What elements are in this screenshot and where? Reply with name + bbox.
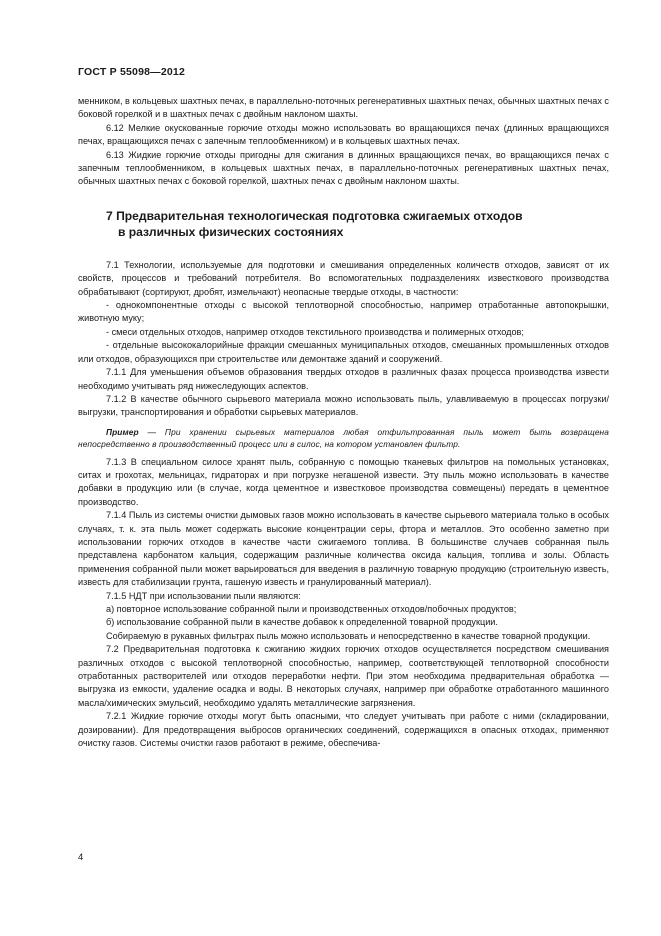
paragraph: 6.13 Жидкие горючие отходы пригодны для сжигания в длинных вращающихся печах, во вращающихся печах с запечным теплообменником, в кольцевых шахтных печах, в параллельно-поточных регенеративных шахтных печах, обычных шахтных печах с боковой горелкой, шахтных печах с двойным наклоном шахты. xyxy=(78,149,609,187)
document-header: ГОСТ Р 55098—2012 xyxy=(78,66,186,78)
paragraph: 7.1.4 Пыль из системы очистки дымовых газов можно использовать в качестве сырьевого материала только в особых случаях, т. к. эта пыль может содержать высокие концентрации серы, фтора и металлов. Это особенно заметно при использовании горючих отходов в качестве части сжигаемого топлива. В большинстве случаев собранная пыль представлена карбонатом кальция, содержащим различные количества оксида кальция, топлива и золы. Область применения собранной пыли может варьироваться для введения в различную товарную продукцию (строительную известь, известь для стабилизации грунта, гашеную известь и гранулированный материал). xyxy=(78,510,609,588)
paragraph: 7.1.3 В специальном силосе хранят пыль, собранную с помощью тканевых фильтров на помольных установках, ситах и грохотах, мельницах, гидраторах и при погрузке негашеной извести. Эту пыль можно использовать в качестве добавки в продукцию или (в случае, когда цементное и известковое производства совмещены) передать в цементное производство. xyxy=(78,456,609,507)
list-item: - смеси отдельных отходов, например отходов текстильного производства и полимерных отходов; xyxy=(106,326,524,337)
section-heading-line: 7 Предварительная технологическая подготовка сжигаемых отходов xyxy=(106,208,523,223)
list-item: - отдельные высококалорийные фракции смешанных муниципальных отходов, смешанных промышленных отходов или отходов, образующихся при строительстве или демонтаже зданий и сооружений. xyxy=(78,340,609,364)
example-label: Пример xyxy=(106,426,139,437)
paragraph: 7.1.5 НДТ при использовании пыли являются: xyxy=(106,590,301,601)
paragraph: 7.1.2 В качестве обычного сырьевого материала можно использовать пыль, улавливаемую в процессах погрузки/выгрузки, транспортирования и обработки сырьевых материалов. xyxy=(78,393,609,418)
example-text: — При хранении сырьевых материалов любая отфильтрованная пыль может быть возвращена непосредственно в производственный процесс или в силос, на котором установлен фильтр. xyxy=(78,426,609,450)
list-item: б) использование собранной пыли в качестве добавок к определенной товарной продукции. xyxy=(106,617,498,628)
paragraph: 6.12 Мелкие окускованные горючие отходы можно использовать во вращающихся печах (длинных вращающихся печах, вращающихся печах с запечным теплообменником) и в кольцевых шахтных печах. xyxy=(78,122,609,147)
document-body xyxy=(78,95,609,750)
page-number: 4 xyxy=(78,852,84,863)
paragraph: Собираемую в рукавных фильтрах пыль можно использовать и непосредственно в качестве товарной продукции. xyxy=(106,630,591,641)
paragraph: 7.2.1 Жидкие горючие отходы могут быть опасными, что следует учитывать при работе с ними (складировании, дозировании). Для предотвращения выбросов органических соединений, содержащихся в опасных отходах, применяют очистку газов. Системы очистки газов работают в режиме, обеспечива- xyxy=(78,711,609,749)
section-heading xyxy=(78,208,609,240)
paragraph: 7.2 Предварительная подготовка к сжиганию жидких горючих отходов осуществляется посредством смешивания различных отходов с высокой теплотворной способностью, например, соответствующей теплотворной способности отработанных растворителей или отходов переработки нефти. При этом необходима предварительная обработка — выгрузка из емкости, удаление осадка и воды. В некоторых случаях, например при обработке отработанного машинного масла/химических эмульсий, необходимо удалять металлические загрязнения. xyxy=(78,644,609,708)
list-item: - однокомпонентные отходы с высокой теплотворной способностью, например отработанные автопокрышки, животную муку; xyxy=(78,300,609,324)
paragraph: менником, в кольцевых шахтных печах, в параллельно-поточных регенеративных шахтных печах, обычных шахтных печах с боковой горелкой и в шахтных печах с двойным наклоном шахты. xyxy=(78,96,609,120)
paragraph: 7.1 Технологии, используемые для подготовки и смешивания определенных количеств отходов, зависят от их свойств, процессов и требований потребителя. Во вспомогательных подразделениях известкового производства обрабатывают (сортируют, дробят, измельчают) неопасные твердые отходы, в частности: xyxy=(78,259,609,297)
example-note xyxy=(78,426,609,451)
paragraph: 7.1.1 Для уменьшения объемов образования твердых отходов в различных фазах процесса производства извести необходимо учитывать ряд нижеследующих аспектов. xyxy=(78,367,609,391)
section-heading-line: в различных физических состояниях xyxy=(118,224,344,239)
list-item: а) повторное использование собранной пыли и производственных отходов/побочных продуктов; xyxy=(106,604,517,614)
